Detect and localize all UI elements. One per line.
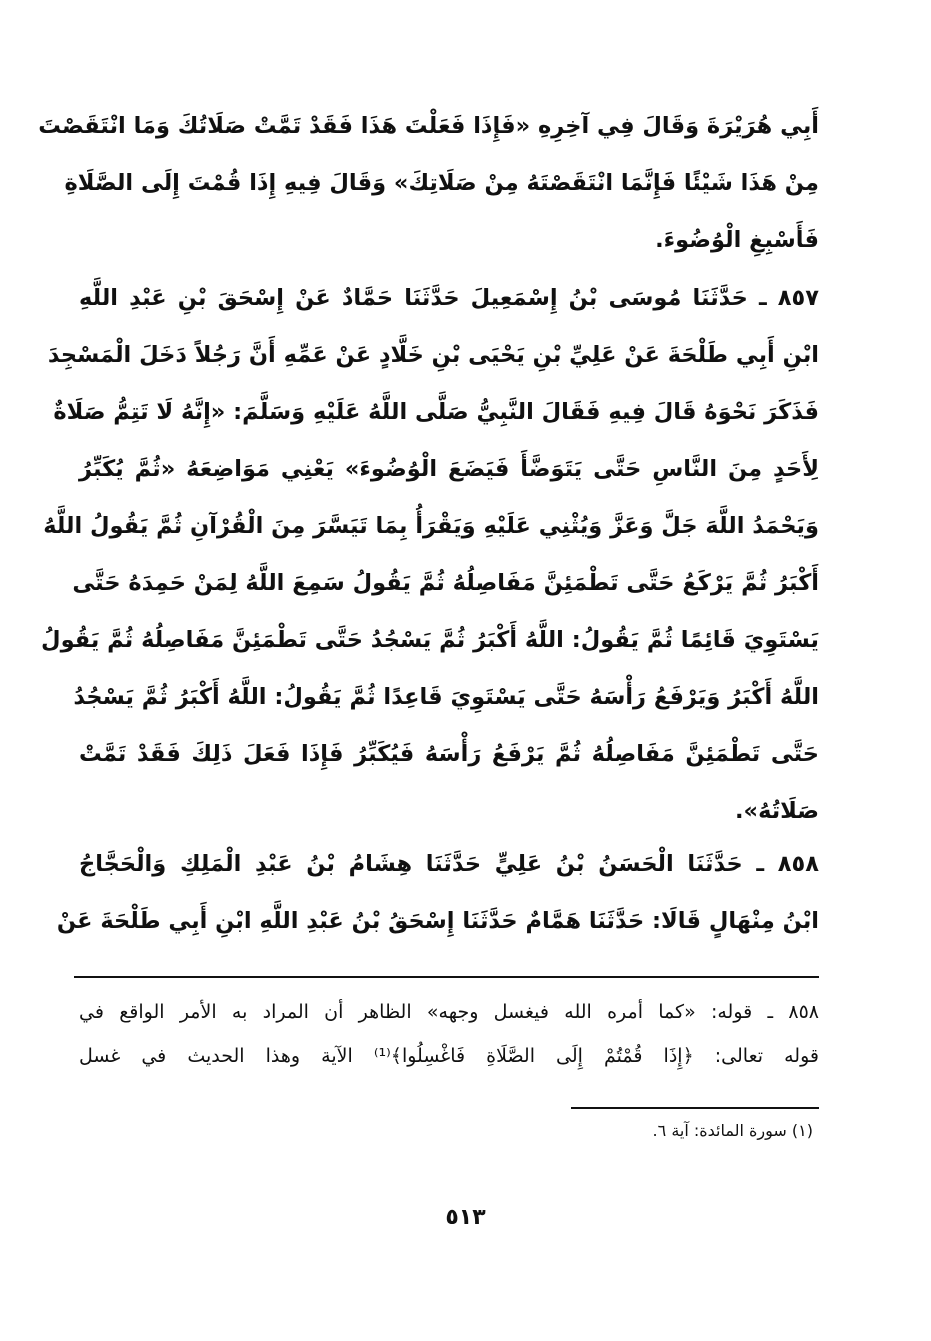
text-line: يَسْتَوِيَ قَائِمًا ثُمَّ يَقُولُ: اللَّهُ أَكْبَرُ ثُمَّ يَسْجُدُ حَتَّى تَطْمَئِنَّ مَفَاصِلُهُ ثُمَّ يَقُولُ	[41, 627, 819, 653]
hadith-text-continuation	[38, 98, 819, 269]
text-line: ابْنُ مِنْهَالٍ قَالَا: حَدَّثَنَا هَمَّامٌ حَدَّثَنَا إِسْحَقُ بْنُ عَبْدِ اللَّهِ ابْنِ أَبِي طَلْحَةَ عَنْ	[56, 908, 819, 934]
text-line: وَيَحْمَدُ اللَّهَ جَلَّ وَعَزَّ وَيُثْنِي عَلَيْهِ وَيَقْرَأُ بِمَا تَيَسَّرَ مِنَ الْقُرْآنِ ثُمَّ يَقُولُ اللَّهُ	[43, 513, 819, 539]
hadith-858	[56, 836, 819, 950]
text-line: ٨٥٧ ـ حَدَّثَنَا مُوسَى بْنُ إِسْمَعِيلَ حَدَّثَنَا حَمَّادٌ عَنْ إِسْحَقَ بْنِ عَبْدِ اللَّهِ	[79, 285, 819, 311]
text-line: مِنْ هَذَا شَيْئًا فَإِنَّمَا انْتَقَصْتَهُ مِنْ صَلَاتِكَ» وَقَالَ فِيهِ إِذَا قُمْتَ إِلَى الصَّلَاةِ	[64, 170, 819, 196]
text-line: فَأَسْبِغِ الْوُضُوءَ.	[655, 227, 819, 253]
text-line: فَذَكَرَ نَحْوَهُ قَالَ فِيهِ فَقَالَ النَّبِيُّ صَلَّى اللَّهُ عَلَيْهِ وَسَلَّمَ: «إِنَّهُ لَا تَتِمُّ صَلَاةٌ	[53, 399, 819, 425]
page-number: ٥١٣	[445, 1205, 486, 1230]
commentary-divider	[74, 976, 819, 978]
footnote-divider	[571, 1107, 819, 1109]
text-line: لِأَحَدٍ مِنَ النَّاسِ حَتَّى يَتَوَضَّأَ فَيَضَعَ الْوُضُوءَ» يَعْنِي مَوَاضِعَهُ «ثُمَّ يُكَبِّرُ	[79, 456, 819, 482]
text-line: اللَّهُ أَكْبَرُ وَيَرْفَعُ رَأْسَهُ حَتَّى يَسْتَوِيَ قَاعِدًا ثُمَّ يَقُولُ: اللَّهُ أَكْبَرُ ثُمَّ يَسْجُدُ	[73, 684, 819, 710]
text-line: حَتَّى تَطْمَئِنَّ مَفَاصِلُهُ ثُمَّ يَرْفَعُ رَأْسَهُ فَيُكَبِّرُ فَإِذَا فَعَلَ ذَلِكَ فَقَدْ تَمَّتْ	[79, 741, 819, 767]
text-line: أَكْبَرُ ثُمَّ يَرْكَعُ حَتَّى تَطْمَئِنَّ مَفَاصِلُهُ ثُمَّ يَقُولُ سَمِعَ اللَّهُ لِمَنْ حَمِدَهُ حَتَّى	[72, 570, 819, 596]
text-line: صَلَاتُهُ».	[734, 798, 819, 824]
text-line: ابْنِ أَبِي طَلْحَةَ عَنْ عَلِيِّ بْنِ يَحْيَى بْنِ خَلَّادٍ عَنْ عَمِّهِ أَنَّ رَجُلاً دَخَلَ الْمَسْجِدَ	[47, 342, 819, 368]
text-line: أَبِي هُرَيْرَةَ وَقَالَ فِي آخِرِهِ «فَإِذَا فَعَلْتَ هَذَا فَقَدْ تَمَّتْ صَلَاتُكَ وَمَا انْتَقَصْتَ	[38, 113, 819, 139]
hadith-857	[41, 270, 819, 840]
commentary-line: ٨٥٨ ـ قوله: «كما أمره الله فيغسل وجهه» الظاهر أن المراد به الأمر الواقع في	[79, 1001, 819, 1023]
commentary-note	[79, 990, 819, 1078]
text-line: ٨٥٨ ـ حَدَّثَنَا الْحَسَنُ بْنُ عَلِيٍّ حَدَّثَنَا هِشَامُ بْنُ عَبْدِ الْمَلِكِ وَالْحَجَّاجُ	[79, 851, 819, 877]
footnote: (١) سورة المائدة: آية ٦.	[652, 1121, 813, 1140]
commentary-line: قوله تعالى: ﴿إِذَا قُمْتُمْ إِلَى الصَّلَاةِ فَاغْسِلُوا﴾⁽¹⁾ الآية وهذا الحديث في غسل	[79, 1045, 819, 1067]
